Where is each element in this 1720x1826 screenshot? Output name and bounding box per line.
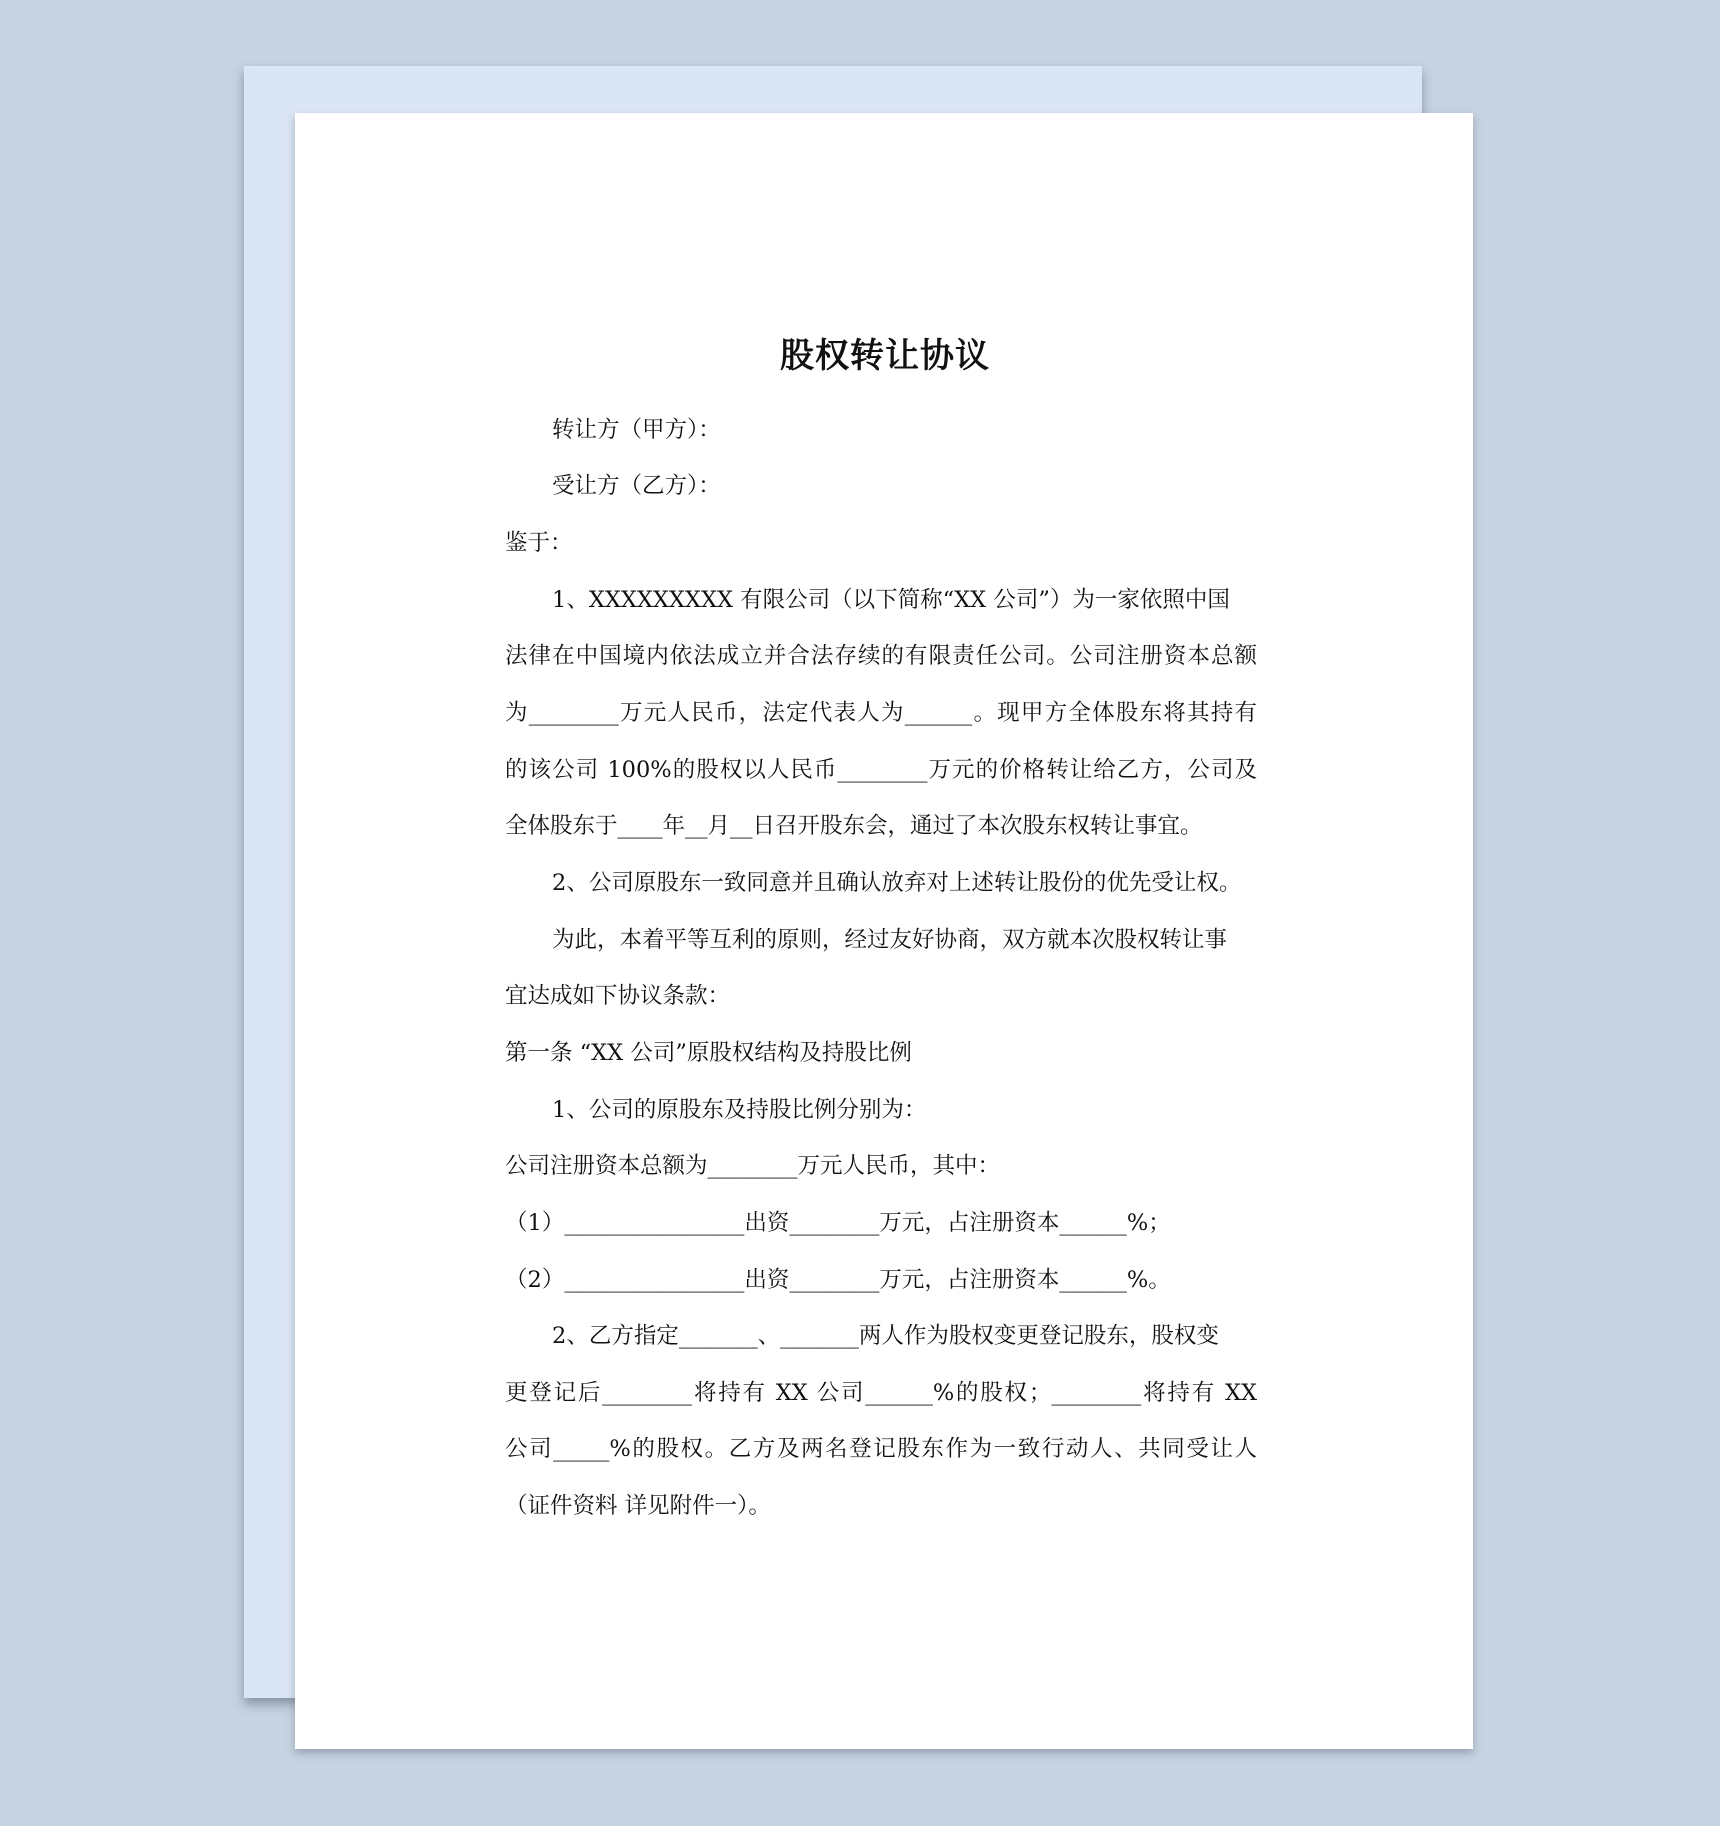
paragraph-line: 2、公司原股东一致同意并且确认放弃对上述转让股份的优先受让权。 [552, 870, 1242, 896]
shareholder-row: （1）________________出资________万元，占注册资本______%； [505, 1210, 1171, 1236]
document-page [295, 113, 1473, 1749]
paragraph-line: 为此，本着平等互利的原则，经过友好协商，双方就本次股权转让事 [552, 927, 1228, 953]
paragraph-line: 1、公司的原股东及持股比例分别为： [552, 1097, 927, 1123]
paragraph-line: 更登记后________将持有 XX 公司______%的股权；________将持有 XX [505, 1380, 1257, 1406]
paragraph-line: 法律在中国境内依法成立并合法存续的有限责任公司。公司注册资本总额 [505, 643, 1257, 669]
paragraph-line: 1、XXXXXXXXX 有限公司（以下简称“XX 公司”）为一家依照中国 [552, 587, 1230, 613]
paragraph-line: 宜达成如下协议条款： [505, 983, 731, 1009]
paragraph-line: 公司注册资本总额为________万元人民币，其中： [505, 1153, 1001, 1179]
paragraph-line: 的该公司 100%的股权以人民币________万元的价格转让给乙方，公司及 [505, 757, 1257, 783]
article-one-heading: 第一条 “XX 公司”原股权结构及持股比例 [505, 1040, 912, 1066]
paragraph-line: 公司_____%的股权。乙方及两名登记股东作为一致行动人、共同受让人 [505, 1436, 1257, 1462]
shareholder-row: （2）________________出资________万元，占注册资本______%。 [505, 1267, 1171, 1293]
transferee-line: 受让方（乙方）： [552, 473, 721, 499]
transferor-line: 转让方（甲方）： [552, 417, 721, 443]
paragraph-line: （证件资料 详见附件一）。 [505, 1493, 771, 1519]
paragraph-line: 全体股东于____年__月__日召开股东会，通过了本次股东权转让事宜。 [505, 813, 1203, 839]
paragraph-line: 2、乙方指定_______、_______两人作为股权变更登记股东，股权变 [552, 1323, 1219, 1349]
paragraph-line: 为________万元人民币，法定代表人为______。现甲方全体股东将其持有 [505, 700, 1257, 726]
whereas-heading: 鉴于： [505, 530, 573, 556]
document-title: 股权转让协议 [780, 336, 990, 376]
